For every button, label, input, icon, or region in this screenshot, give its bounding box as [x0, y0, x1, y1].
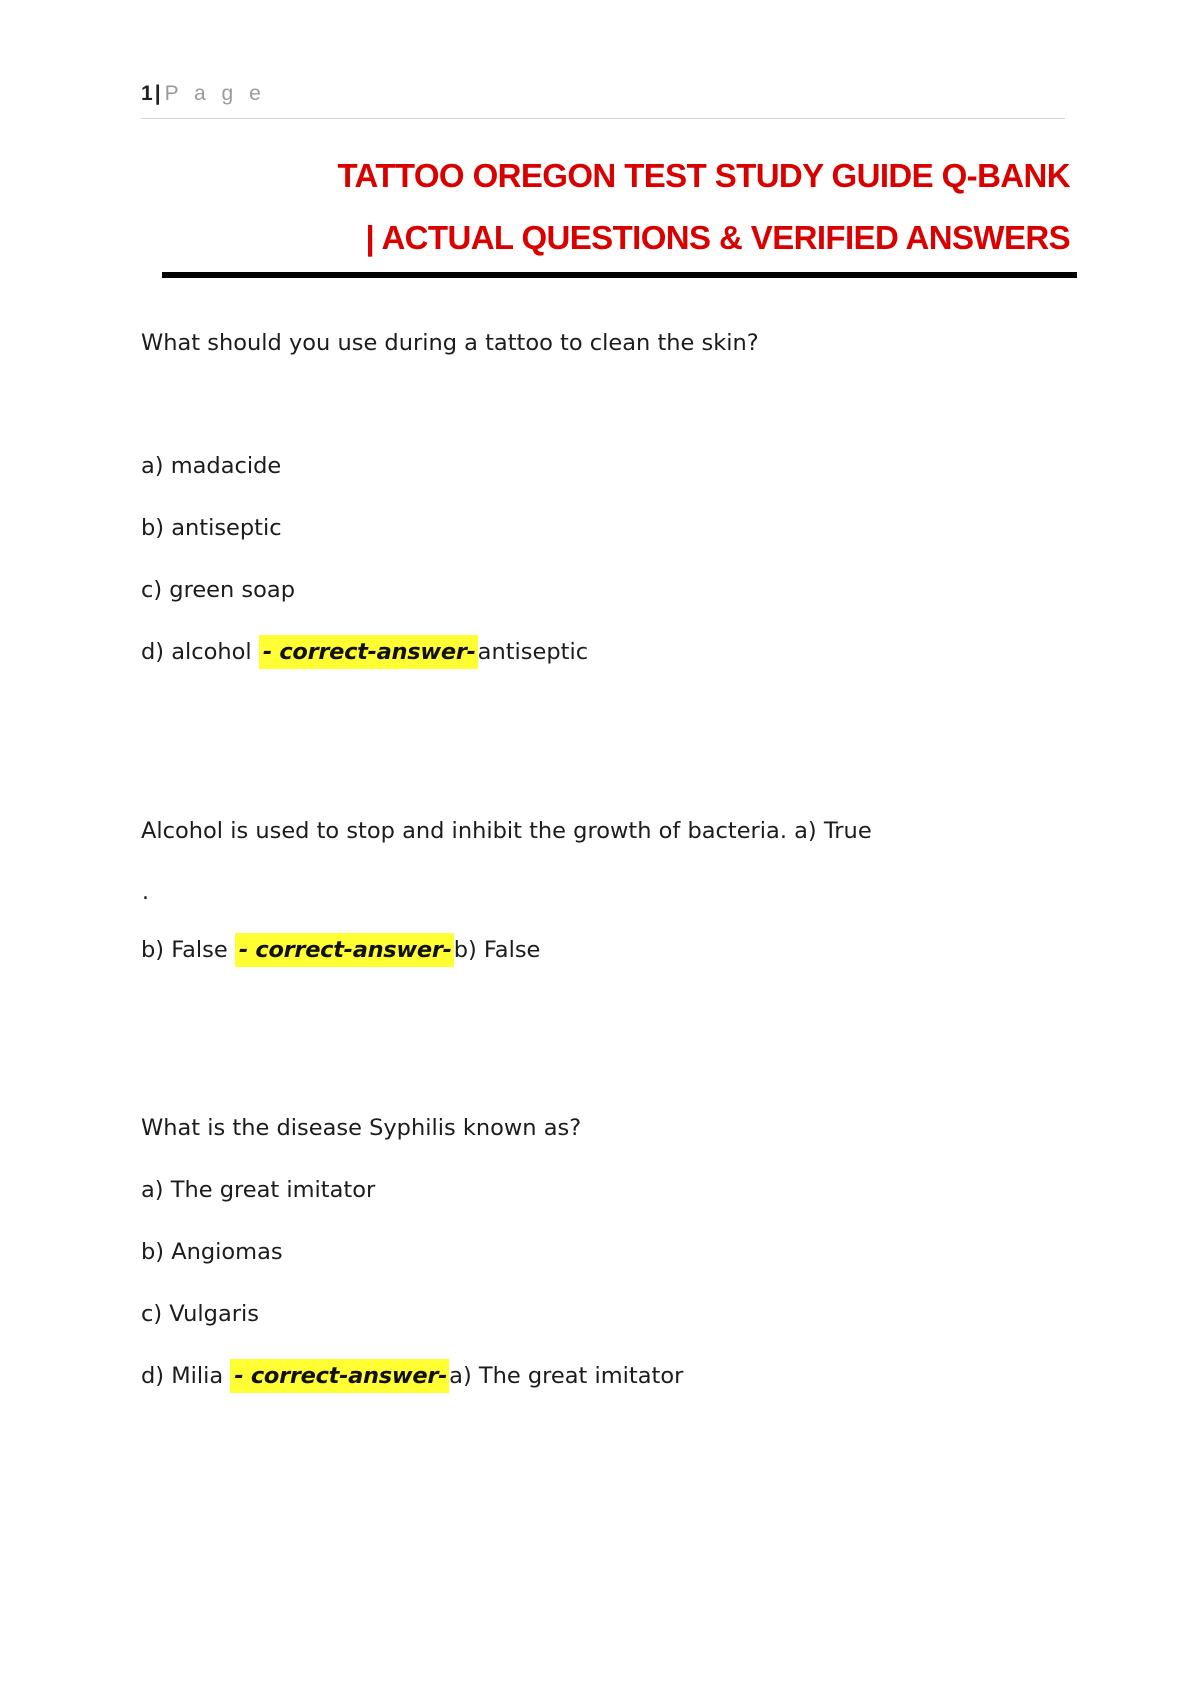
question-3: What is the disease Syphilis known as? [141, 1115, 582, 1141]
q3-option-b: b) Angiomas [141, 1239, 283, 1265]
q1-option-a: a) madacide [141, 453, 282, 479]
q3-option-c: c) Vulgaris [141, 1301, 259, 1327]
stray-dot: . [142, 880, 149, 905]
q1-option-d-row [141, 639, 588, 665]
page-separator: | [154, 82, 161, 105]
correct-answer-marker: - correct-answer- [230, 1359, 449, 1393]
q1-answer: antiseptic [477, 639, 589, 665]
document-title-line-1: TATTOO OREGON TEST STUDY GUIDE Q-BANK [337, 157, 1070, 194]
q2-option-b: b) False [141, 937, 228, 963]
q2-answer: b) False [453, 937, 541, 963]
correct-answer-marker: - correct-answer- [259, 635, 478, 669]
q1-option-d: d) alcohol [141, 639, 252, 665]
q1-option-c: c) green soap [141, 577, 295, 603]
page-number: 1 [141, 82, 153, 105]
page-header [141, 82, 1065, 119]
q3-option-d: d) Milia [141, 1363, 224, 1389]
q3-option-a: a) The great imitator [141, 1177, 376, 1203]
correct-answer-marker: - correct-answer- [235, 933, 454, 967]
q3-answer: a) The great imitator [449, 1363, 684, 1389]
q3-option-d-row [141, 1363, 683, 1389]
question-2: Alcohol is used to stop and inhibit the growth of bacteria. a) True [141, 818, 872, 844]
document-title-line-2: | ACTUAL QUESTIONS & VERIFIED ANSWERS [365, 219, 1070, 256]
q1-option-b: b) antiseptic [141, 515, 282, 541]
q2-option-b-row [141, 937, 540, 963]
question-1: What should you use during a tattoo to clean the skin? [141, 330, 759, 356]
title-divider [162, 272, 1077, 278]
page-label: P a g e [164, 82, 266, 105]
